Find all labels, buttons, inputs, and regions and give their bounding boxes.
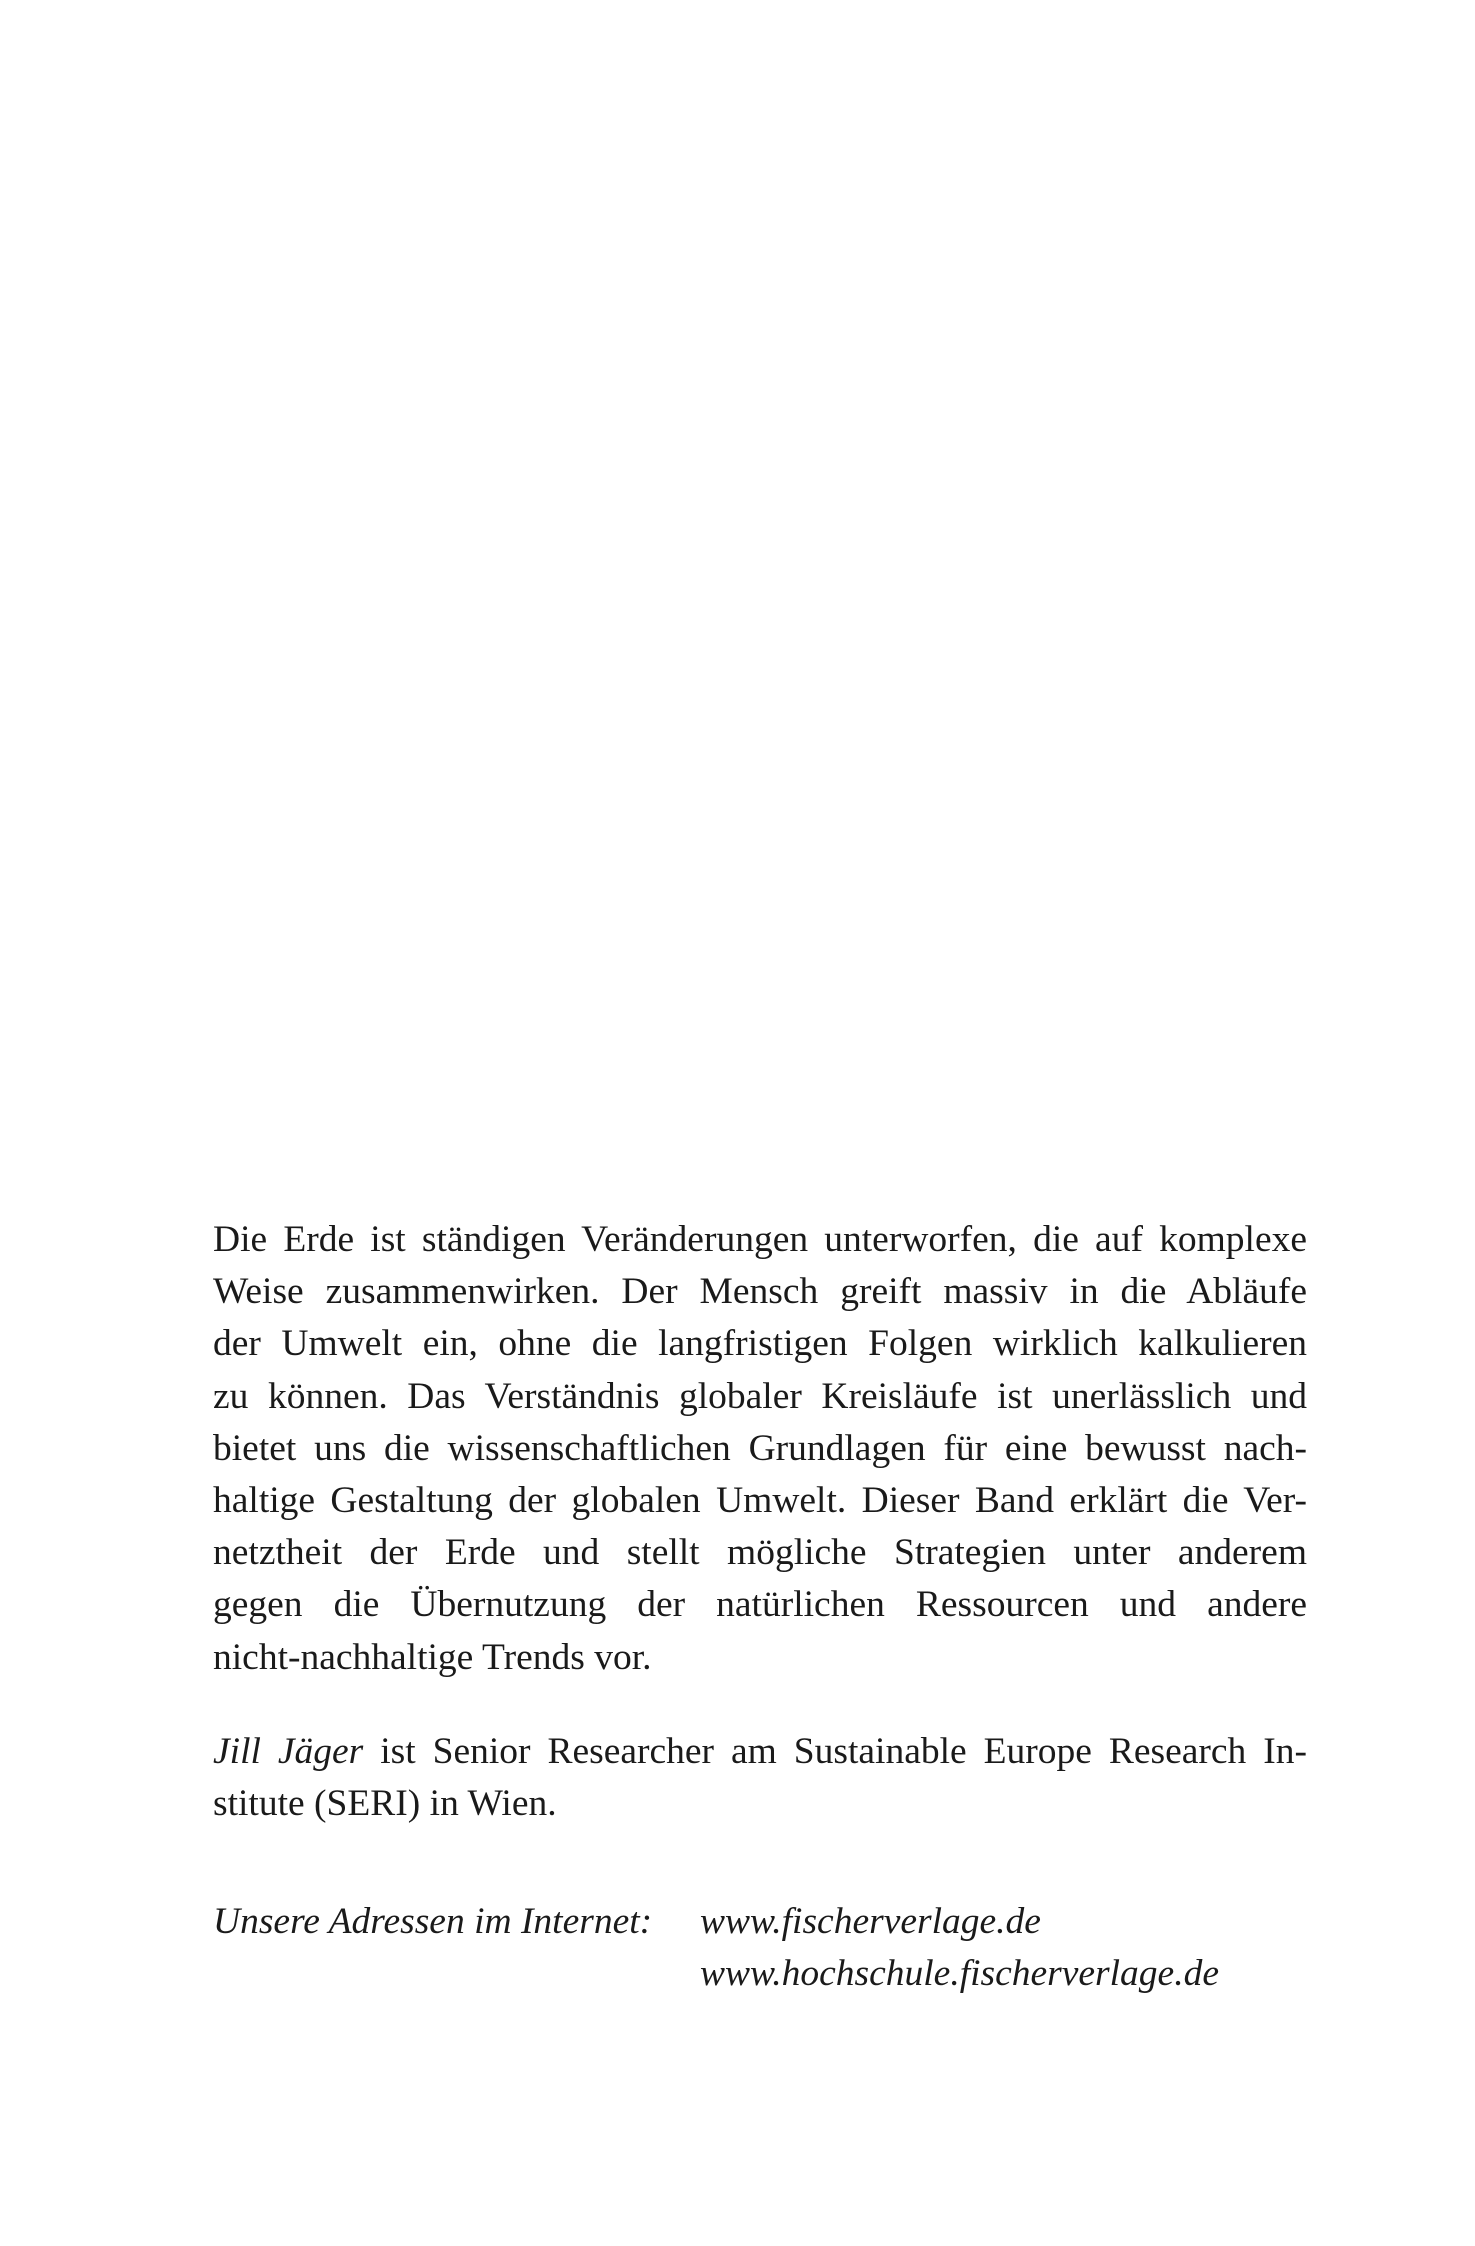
description-line: Die Erde ist ständigen Veränderungen unterworfen, die auf komplexe bbox=[213, 1219, 1307, 1260]
internet-addresses bbox=[213, 1896, 1307, 2000]
author-bio-text: ist Senior Researcher am Sustainable Europe Research In- bbox=[363, 1731, 1307, 1772]
address-row bbox=[213, 1896, 1307, 1948]
description-line: nicht-nachhaltige Trends vor. bbox=[213, 1636, 652, 1678]
website-link[interactable]: www.fischerverlage.de bbox=[700, 1901, 1041, 1942]
description-line: der Umwelt ein, ohne die langfristigen Folgen wirklich kalkulieren bbox=[213, 1323, 1307, 1365]
description-line: haltige Gestaltung der globalen Umwelt. Dieser Band erklärt die Ver- bbox=[213, 1479, 1307, 1521]
addresses-label: Unsere Adressen im Internet: bbox=[213, 1901, 653, 1942]
author-bio bbox=[213, 1726, 1307, 1830]
author-bio-line: stitute (SERI) in Wien. bbox=[213, 1783, 557, 1825]
address-row bbox=[213, 1948, 1307, 2000]
description-line: Weise zusammenwirken. Der Mensch greift massiv in die Abläufe bbox=[213, 1271, 1307, 1313]
website-link[interactable]: www.hochschule.fischerverlage.de bbox=[700, 1953, 1219, 1995]
description-line: netztheit der Erde und stellt mögliche Strategien unter anderem bbox=[213, 1532, 1307, 1574]
description-line: bietet uns die wissenschaftlichen Grundlagen für eine bewusst nach- bbox=[213, 1427, 1307, 1469]
author-bio-line bbox=[213, 1726, 1307, 1778]
description-line: zu können. Das Verständnis globaler Kreisläufe ist unerlässlich und bbox=[213, 1375, 1307, 1417]
author-name: Jill Jäger bbox=[213, 1731, 364, 1772]
book-description bbox=[213, 1214, 1307, 1684]
description-line: gegen die Übernutzung der natürlichen Ressourcen und andere bbox=[213, 1584, 1307, 1626]
